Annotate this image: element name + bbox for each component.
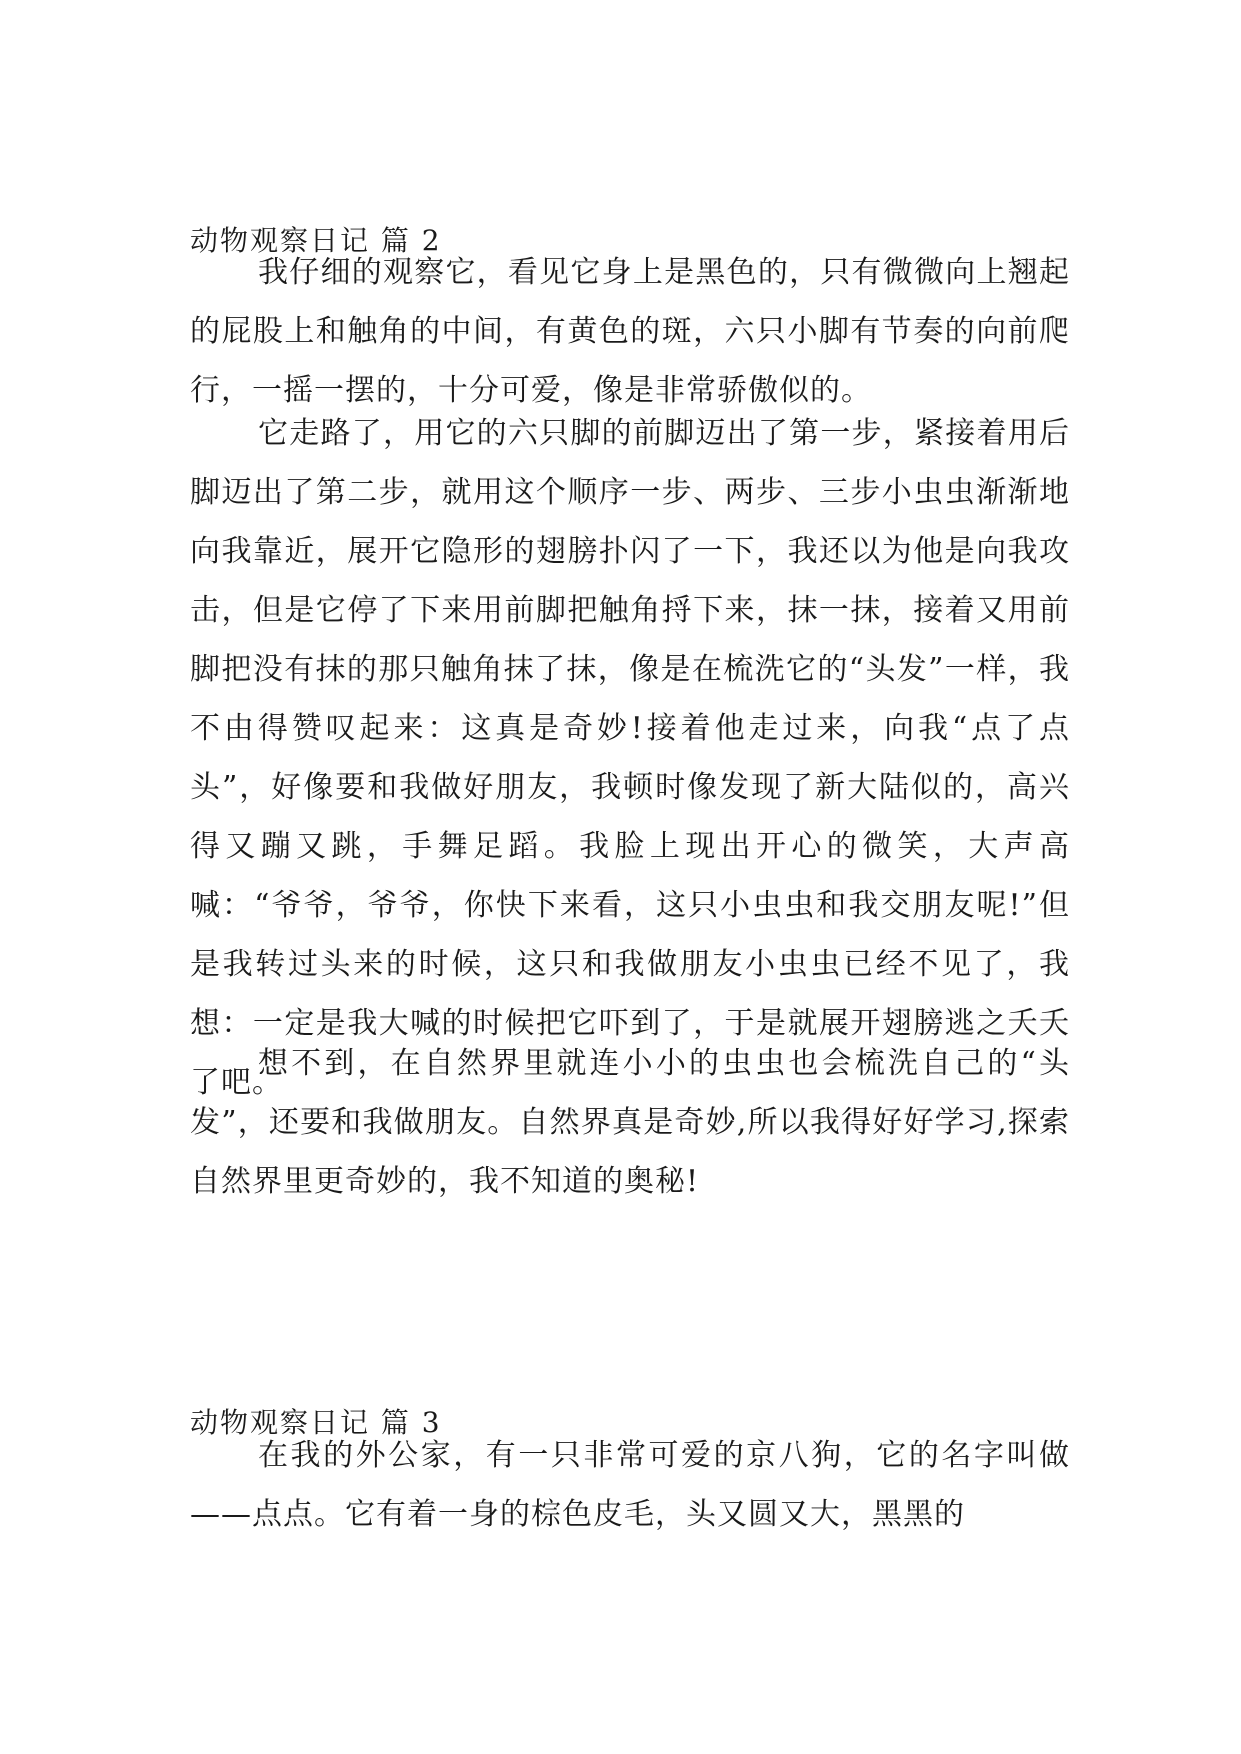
section-heading: 动物观察日记 篇 2 xyxy=(190,224,442,257)
section-heading: 动物观察日记 篇 3 xyxy=(190,1406,442,1439)
paragraph: 在我的外公家，有一只非常可爱的京八狗，它的名字叫做——点点。它有着一身的棕色皮毛，头又圆又大，黑黑的 xyxy=(190,1438,1070,1532)
paragraph: 它走路了，用它的六只脚的前脚迈出了第一步，紧接着用后脚迈出了第二步，就用这个顺序一步、两步、三步小虫虫渐渐地向我靠近，展开它隐形的翅膀扑闪了一下，我还以为他是向我攻击，但是它停了下来用前脚把触角捋下来，抹一抹，接着又用前脚把没有抹的那只触角抹了抹，像是在梳洗它的“头发”一样，我不由得赞叹起来：这真是奇妙!接着他走过来，向我“点了点头”，好像要和我做好朋友，我顿时像发现了新大陆似的，高兴得又蹦又跳，手舞足蹈。我脸上现出开心的微笑，大声高喊：“爷爷，爷爷，你快下来看，这只小虫虫和我交朋友呢!”但是我转过头来的时候，这只和我做朋友小虫虫已经不见了，我想：一定是我大喊的时候把它吓到了，于是就展开翅膀逃之夭夭了吧。 xyxy=(190,416,1070,1100)
paragraph: 我仔细的观察它，看见它身上是黑色的，只有微微向上翘起的屁股上和触角的中间，有黄色的斑，六只小脚有节奏的向前爬行，一摇一摆的，十分可爱，像是非常骄傲似的。 xyxy=(190,255,1070,408)
paragraph: 想不到，在自然界里就连小小的虫虫也会梳洗自己的“头发”，还要和我做朋友。自然界真是奇妙,所以我得好好学习,探索自然界里更奇妙的，我不知道的奥秘! xyxy=(190,1046,1070,1199)
